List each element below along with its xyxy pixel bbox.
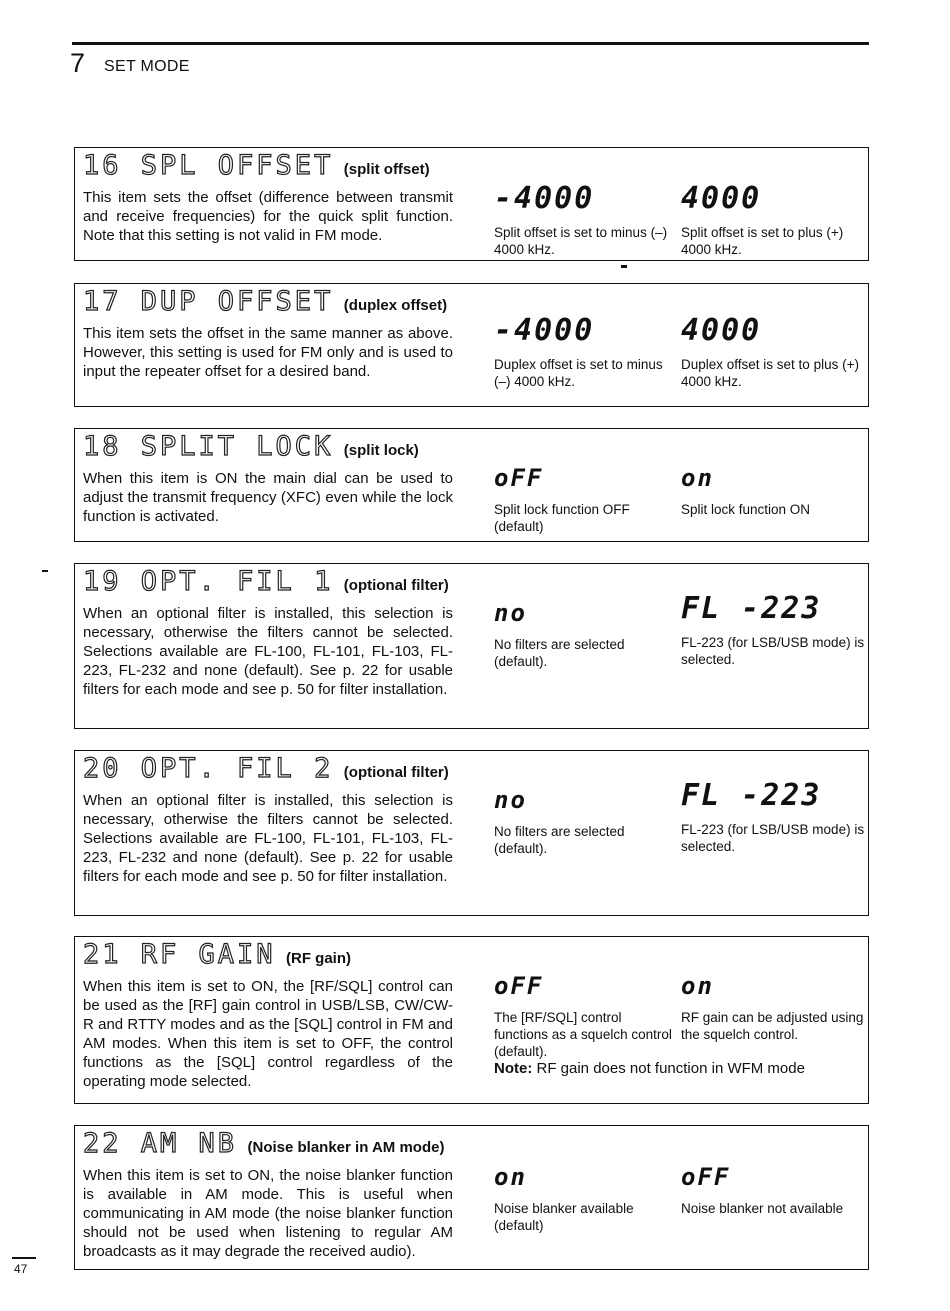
item-description: When this item is set to ON, the noise blanker function is available in AM mode. This is useful when communicating in AM mode (the noise blanker function should not be used when listening to regular AM broadcasts as it may degrade the received audio).: [83, 1167, 453, 1260]
option-caption: The [RF/SQL] control functions as a squelch control (default).: [494, 1010, 672, 1059]
option-caption: Noise blanker not available: [681, 1201, 844, 1216]
item-name: 19 OPT. FIL 1: [83, 566, 334, 597]
item-name: 16 SPL OFFSET: [83, 150, 334, 181]
option-b: [681, 182, 866, 258]
chapter-number: 7: [70, 48, 86, 78]
item-description: When an optional filter is installed, this selection is necessary, otherwise the filters cannot be selected. Selections available are FL-100, FL-101, FL-103, FL-223, FL-232 and none (default). See p. 22 for usable filters for each mode and see p. 50 for filter installation.: [83, 605, 453, 698]
item-description: When an optional filter is installed, this selection is necessary, otherwise the filters cannot be selected. Selections available are FL-100, FL-101, FL-103, FL-223, FL-232 and none (default). See p. 22 for usable filters for each mode and see p. 50 for filter installation.: [83, 792, 453, 885]
item-name: 22 AM NB: [83, 1128, 238, 1159]
item-description: When this item is set to ON, the [RF/SQL] control can be used as the [RF] gain control in USB/LSB, CW/CW-R and RTTY modes and as the [SQL] control in FM and AM modes. When this item is set to OFF, the control functions as the [SQL] control regardless of the operating mode selected.: [83, 978, 453, 1090]
section-split-lock: [74, 428, 869, 542]
option-a: [494, 785, 679, 857]
section-dup-offset: [74, 283, 869, 407]
option-a: [494, 314, 679, 390]
lcd-display: oFF: [494, 972, 544, 1000]
lcd-display: on: [681, 972, 714, 1000]
option-caption: No filters are selected (default).: [494, 824, 625, 856]
item-name: 20 OPT. FIL 2: [83, 753, 334, 784]
item-name: 21 RF GAIN: [83, 939, 276, 970]
option-b: [681, 1162, 866, 1217]
option-b: [681, 463, 866, 518]
lcd-display: on: [494, 1163, 527, 1191]
note-text: RF gain does not function in WFM mode: [536, 1060, 805, 1077]
option-a: [494, 182, 679, 258]
item-subtitle: (split offset): [343, 161, 430, 178]
page-number: 47: [14, 1262, 28, 1276]
option-a: [494, 1162, 679, 1234]
item-description: This item sets the offset (difference between transmit and receive frequencies) for the quick split function. Note that this setting is not valid in FM mode.: [83, 189, 453, 244]
section-rf-gain: [74, 936, 869, 1104]
option-caption: FL-223 (for LSB/USB mode) is selected.: [681, 822, 865, 854]
lcd-display: no: [494, 599, 527, 627]
item-description: When this item is ON the main dial can be used to adjust the transmit frequency (XFC) even while the lock function is activated.: [83, 470, 453, 525]
section-spl-offset: [74, 147, 869, 261]
lcd-display: FL -223: [681, 778, 822, 813]
section-opt-fil-2: [74, 750, 869, 916]
header-rule: [72, 42, 869, 45]
option-caption: RF gain can be adjusted using the squelch control.: [681, 1010, 864, 1042]
option-caption: Split offset is set to minus (–) 4000 kHz.: [494, 225, 668, 257]
margin-mark: [42, 570, 48, 572]
print-mark: [621, 265, 627, 268]
chapter-title: SET MODE: [104, 58, 190, 75]
item-subtitle: (Noise blanker in AM mode): [247, 1139, 445, 1156]
item-subtitle: (RF gain): [286, 950, 352, 967]
lcd-display: -4000: [494, 313, 595, 348]
option-caption: FL-223 (for LSB/USB mode) is selected.: [681, 635, 865, 667]
option-a: [494, 971, 679, 1060]
item-description: This item sets the offset in the same manner as above. However, this setting is used for FM only and is used to input the repeater offset for a desired band.: [83, 325, 453, 380]
option-caption: Noise blanker available (default): [494, 1201, 634, 1233]
lcd-display: oFF: [681, 1163, 731, 1191]
item-subtitle: (split lock): [343, 442, 419, 459]
option-b: [681, 779, 866, 855]
option-a: [494, 598, 679, 670]
section-am-nb: [74, 1125, 869, 1270]
option-b: [681, 592, 866, 668]
option-a: [494, 463, 679, 535]
lcd-display: 4000: [681, 313, 762, 348]
lcd-display: 4000: [681, 181, 762, 216]
note-label: Note:: [494, 1060, 533, 1077]
option-caption: Split offset is set to plus (+) 4000 kHz.: [681, 225, 844, 257]
section-opt-fil-1: [74, 563, 869, 729]
option-b: [681, 971, 866, 1043]
item-subtitle: (optional filter): [343, 764, 449, 781]
item-name: 18 SPLIT LOCK: [83, 431, 334, 462]
lcd-display: -4000: [494, 181, 595, 216]
option-caption: Split lock function ON: [681, 502, 811, 517]
footer-rule: [12, 1257, 36, 1259]
option-caption: Duplex offset is set to plus (+) 4000 kHz.: [681, 357, 859, 389]
option-caption: Duplex offset is set to minus (–) 4000 kHz.: [494, 357, 663, 389]
lcd-display: no: [494, 786, 527, 814]
option-caption: Split lock function OFF (default): [494, 502, 630, 534]
option-b: [681, 314, 866, 390]
item-name: 17 DUP OFFSET: [83, 286, 334, 317]
lcd-display: on: [681, 464, 714, 492]
item-subtitle: (duplex offset): [343, 297, 448, 314]
lcd-display: oFF: [494, 464, 544, 492]
rf-gain-note: [494, 1060, 805, 1077]
lcd-display: FL -223: [681, 591, 822, 626]
item-subtitle: (optional filter): [343, 577, 449, 594]
option-caption: No filters are selected (default).: [494, 637, 625, 669]
